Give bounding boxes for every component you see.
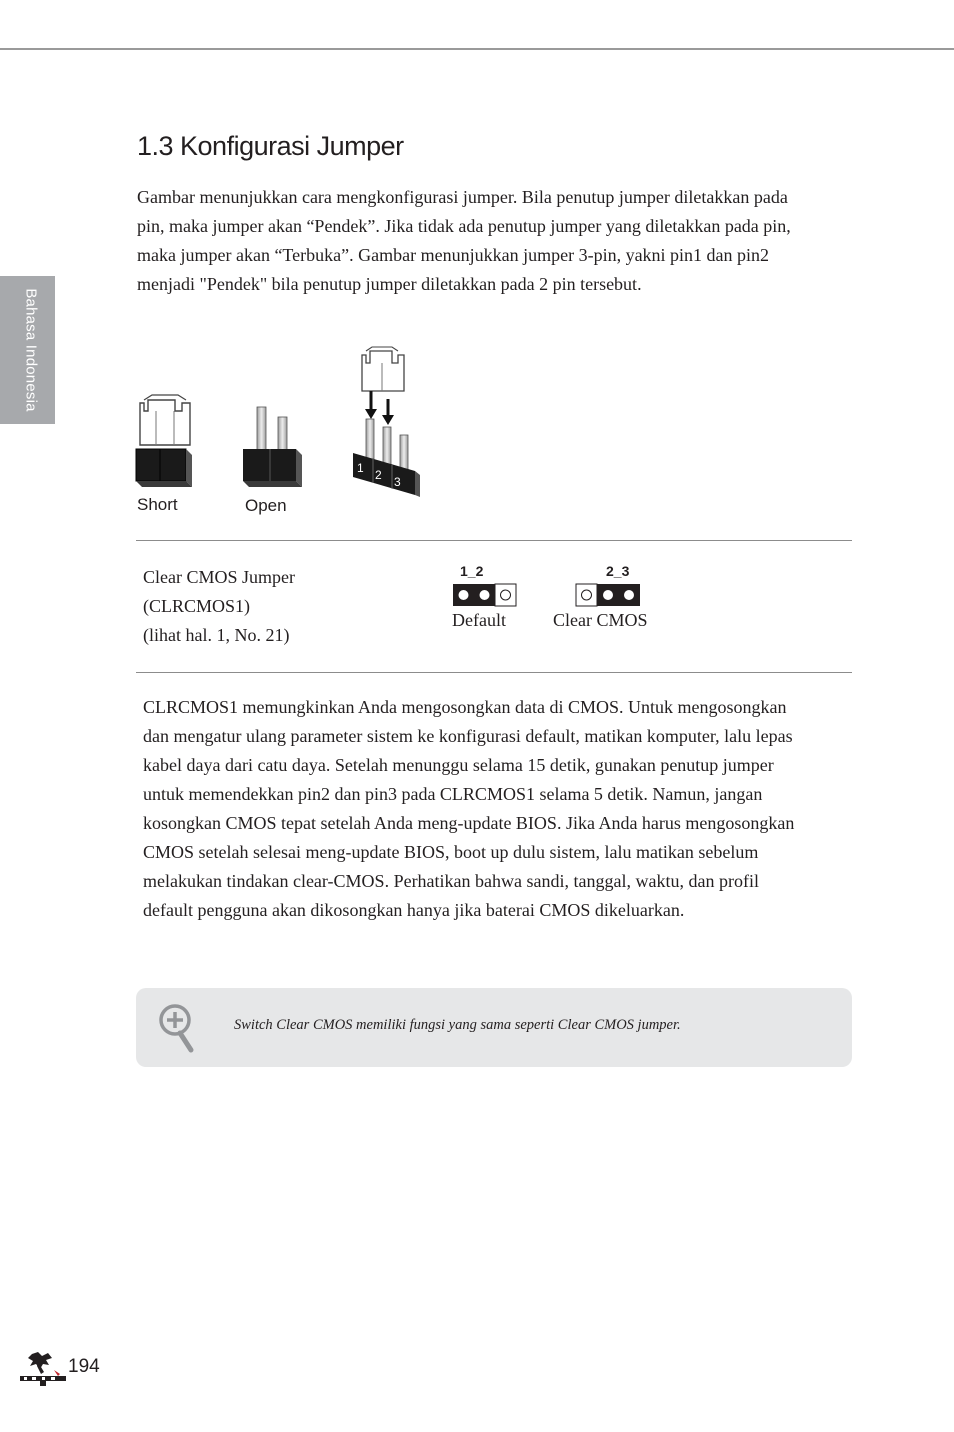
jumper-illustration [130, 345, 430, 525]
pin-number-3: 3 [394, 475, 401, 489]
short-label: Short [137, 495, 178, 514]
language-side-tab [0, 276, 55, 424]
default-caption: Default [452, 610, 506, 630]
jumper-name-block [143, 563, 295, 650]
default-pins-label: 1_2 [460, 563, 484, 579]
open-label: Open [245, 496, 287, 515]
language-side-tab-label: Bahasa Indonesia [22, 288, 40, 412]
clear-pins-label: 2_3 [606, 563, 630, 579]
section-title: 1.3 Konfigurasi Jumper [137, 131, 404, 161]
intro-paragraph: Gambar menunjukkan cara mengkonfigurasi jumper. Bila penutup jumper diletakkan pada pin, maka jumper akan “Pendek”. Jika tidak ada penutup jumper yang diletakkan pada pin, maka jumper akan “Terbuka”. Gambar menunjukkan jumper 3-pin, yakni pin1 dan pin2 menjadi "Pendek" bila penutup jumper diletakkan pada 2 pin tersebut. [137, 187, 791, 294]
pin-number-1: 1 [357, 461, 364, 475]
table-top-rule [136, 540, 852, 541]
open-jumper-drawing [243, 407, 302, 487]
page-number: 194 [68, 1356, 100, 1377]
magnifier-plus-icon [156, 1002, 196, 1054]
top-rule [0, 48, 954, 50]
default-jumper-diagram [452, 583, 518, 608]
jumper-name-line3: (lihat hal. 1, No. 21) [143, 625, 290, 645]
pin-number-2: 2 [375, 468, 382, 482]
note-box [136, 988, 852, 1067]
table-bottom-rule [136, 672, 852, 673]
brand-logo [18, 1350, 68, 1388]
short-jumper-drawing [136, 395, 192, 487]
description-paragraph: CLRCMOS1 memungkinkan Anda mengosongkan data di CMOS. Untuk mengosongkan dan mengatur ulang parameter sistem ke konfigurasi default, matikan komputer, lalu lepas kabel daya dari catu daya. Setelah menunggu selama 15 detik, gunakan penutup jumper untuk memendekkan pin2 dan pin3 pada CLRCMOS1 selama 5 detik. Namun, jangan kosongkan CMOS tepat setelah Anda meng-update BIOS. Jika Anda harus mengosongkan CMOS setelah selesai meng-update BIOS, boot up dulu sistem, lalu matikan sebelum melakukan tindakan clear-CMOS. Perhatikan bahwa sandi, tanggal, waktu, dan profil default pengguna akan dikosongkan hanya jika baterai CMOS dikeluarkan. [143, 697, 795, 920]
three-pin-jumper-drawing [353, 347, 420, 497]
clear-cmos-jumper-diagram [575, 583, 642, 608]
clear-cmos-caption: Clear CMOS [553, 610, 648, 630]
jumper-name-line2: (CLRCMOS1) [143, 596, 251, 616]
note-text: Switch Clear CMOS memiliki fungsi yang sama seperti Clear CMOS jumper. [234, 1017, 681, 1033]
jumper-name-line1: Clear CMOS Jumper [143, 567, 295, 587]
